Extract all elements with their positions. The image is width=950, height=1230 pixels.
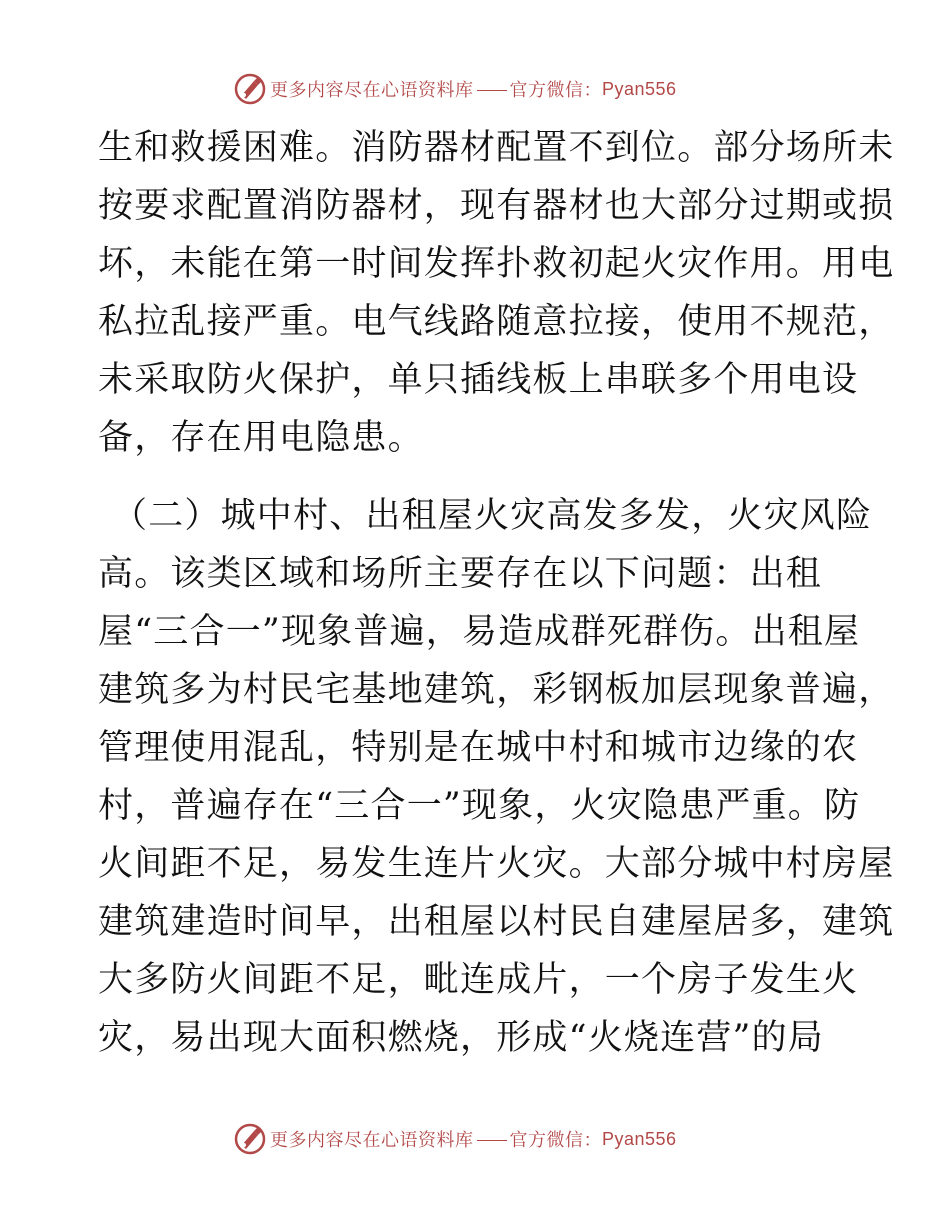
watermark-wechat-label: 官方微信： [509, 80, 602, 101]
body-line: 私拉乱接严重。电气线路随意拉接，使用不规范， [98, 302, 895, 342]
pen-seal-logo-icon [234, 1123, 266, 1155]
watermark-library-text: 更多内容尽在心语资料库 [270, 1130, 474, 1151]
watermark-wechat-id: Pyan556 [602, 78, 677, 99]
pen-seal-logo-icon [234, 73, 266, 105]
body-line: 按要求配置消防器材，现有器材也大部分过期或损 [98, 186, 895, 226]
body-line: 屋“三合一”现象普遍，易造成群死群伤。出租屋 [98, 612, 861, 652]
body-line: 村，普遍存在“三合一”现象，火灾隐患严重。防 [98, 786, 861, 826]
section-heading: （二）城中村、出租屋火灾高发多发，火灾风险 [112, 496, 873, 536]
body-line: 高。该类区域和场所主要存在以下问题：出租 [98, 554, 823, 594]
body-line: 生和救援困难。消防器材配置不到位。部分场所未 [98, 128, 895, 168]
watermark-wechat-id: Pyan556 [602, 1128, 677, 1149]
body-line: 建筑多为村民宅基地建筑，彩钢板加层现象普遍， [98, 670, 895, 710]
watermark-wechat-label: 官方微信： [509, 1130, 602, 1151]
body-line: 未采取防火保护，单只插线板上串联多个用电设 [98, 360, 859, 400]
body-line: 备，存在用电隐患。 [98, 418, 424, 458]
watermark-library-text: 更多内容尽在心语资料库 [270, 80, 474, 101]
watermark-dash [477, 90, 507, 91]
body-line: 灾，易出现大面积燃烧，形成“火烧连营”的局 [98, 1018, 824, 1058]
body-line: 坏，未能在第一时间发挥扑救初起火灾作用。用电 [98, 244, 895, 284]
body-line: 大多防火间距不足，毗连成片，一个房子发生火 [98, 960, 859, 1000]
body-line: 建筑建造时间早，出租屋以村民自建屋居多，建筑 [98, 902, 895, 942]
footer-watermark [234, 1122, 714, 1156]
watermark-dash [477, 1140, 507, 1141]
body-line: 管理使用混乱，特别是在城中村和城市边缘的农 [98, 728, 859, 768]
body-line: 火间距不足，易发生连片火灾。大部分城中村房屋 [98, 844, 895, 884]
header-watermark [234, 72, 714, 106]
